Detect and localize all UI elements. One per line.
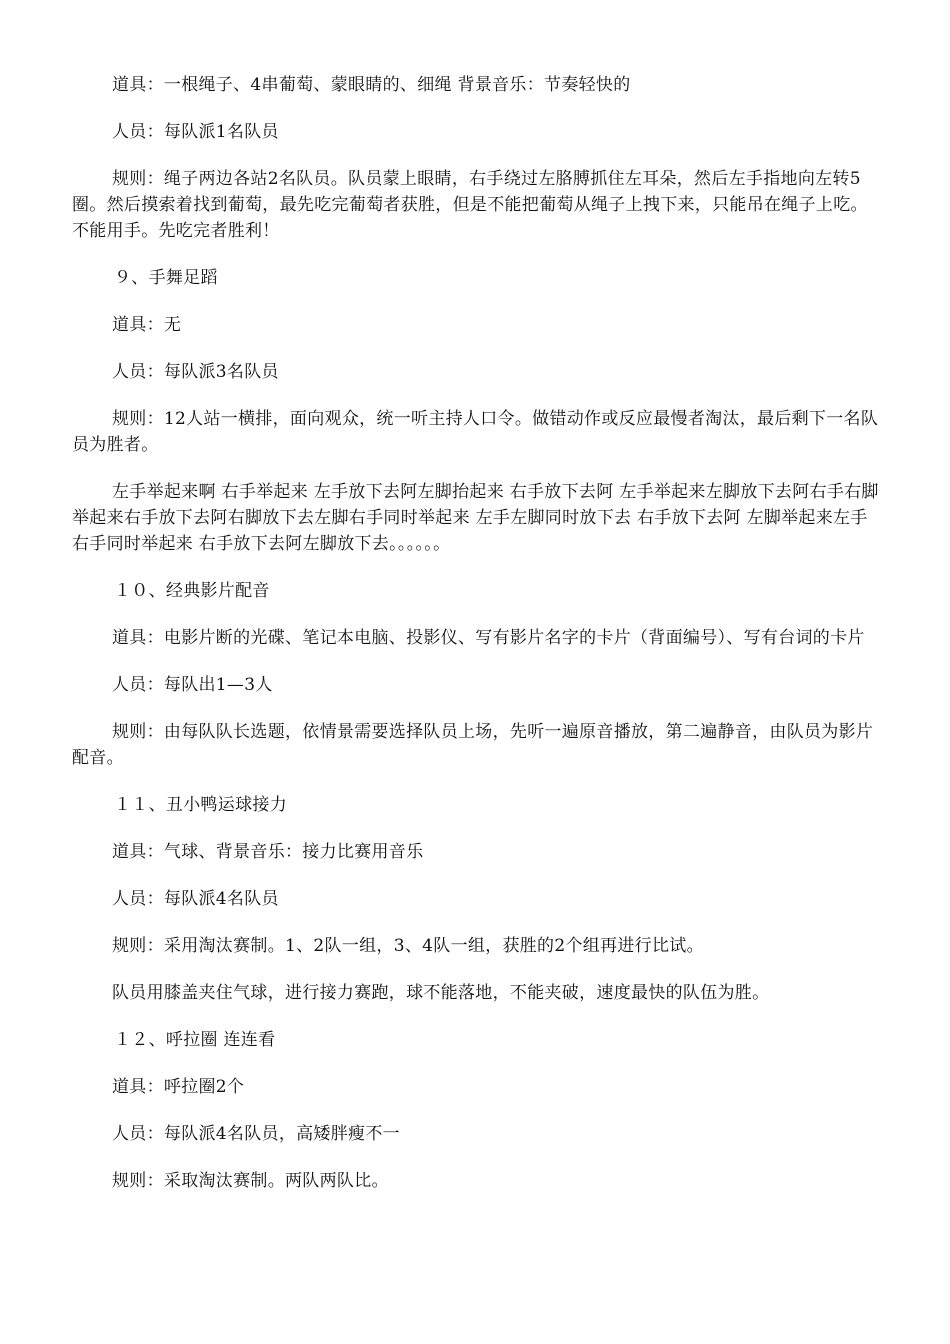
- rules-line-9: 规则：12人站一横排，面向观众，统一听主持人口令。做错动作或反应最慢者淘汰，最后剩下一名队员为胜者。: [72, 409, 879, 455]
- rules-detail-11: 队员用膝盖夹住气球，进行接力赛跑，球不能落地，不能夹破，速度最快的队伍为胜。: [112, 983, 770, 1003]
- people-line-10: 人员：每队出1—3人: [112, 675, 273, 695]
- commands-line-9: 左手举起来啊 右手举起来 左手放下去阿左脚抬起来 右手放下去阿 左手举起来左脚放下去阿右手右脚举起来右手放下去阿右脚放下去左脚右手同时举起来 左手左脚同时放下去 右手放下去阿 左脚举起来左手右手同时举起来 右手放下去阿左脚放下去。。。。。。: [72, 482, 879, 554]
- people-line-grapes: 人员：每队派1名队员: [112, 122, 279, 142]
- section-heading-10: １０、经典影片配音: [114, 581, 270, 601]
- props-line-12: 道具：呼拉圈2个: [112, 1077, 245, 1097]
- people-line-11: 人员：每队派4名队员: [112, 889, 279, 909]
- props-line-9: 道具：无: [112, 315, 182, 335]
- section-heading-9: ９、手舞足蹈: [114, 268, 218, 288]
- props-line-grapes: 道具：一根绳子、4串葡萄、蒙眼睛的、细绳 背景音乐：节奏轻快的: [112, 75, 631, 95]
- section-heading-11: １１、丑小鸭运球接力: [114, 795, 287, 815]
- rules-line-10: 规则：由每队队长选题，依情景需要选择队员上场，先听一遍原音播放，第二遍静音，由队员为影片配音。: [72, 722, 874, 768]
- props-line-10: 道具：电影片断的光碟、笔记本电脑、投影仪、写有影片名字的卡片（背面编号）、写有台词的卡片: [112, 628, 865, 648]
- people-line-9: 人员：每队派3名队员: [112, 362, 279, 382]
- props-line-11: 道具：气球、背景音乐：接力比赛用音乐: [112, 842, 424, 862]
- rules-line-12: 规则：采取淘汰赛制。两队两队比。: [112, 1171, 389, 1191]
- section-heading-12: １２、呼拉圈 连连看: [114, 1030, 276, 1050]
- rules-line-11: 规则：采用淘汰赛制。1、2队一组，3、4队一组，获胜的2个组再进行比试。: [112, 936, 704, 956]
- rules-line-grapes: 规则：绳子两边各站2名队员。队员蒙上眼睛，右手绕过左胳膊抓住左耳朵，然后左手指地向左转5圈。然后摸索着找到葡萄，最先吃完葡萄者获胜，但是不能把葡萄从绳子上拽下来，只能吊在绳子上吃。不能用手。先吃完者胜利！: [72, 169, 868, 241]
- document-page: [72, 72, 880, 1215]
- people-line-12: 人员：每队派4名队员，高矮胖瘦不一: [112, 1124, 400, 1144]
